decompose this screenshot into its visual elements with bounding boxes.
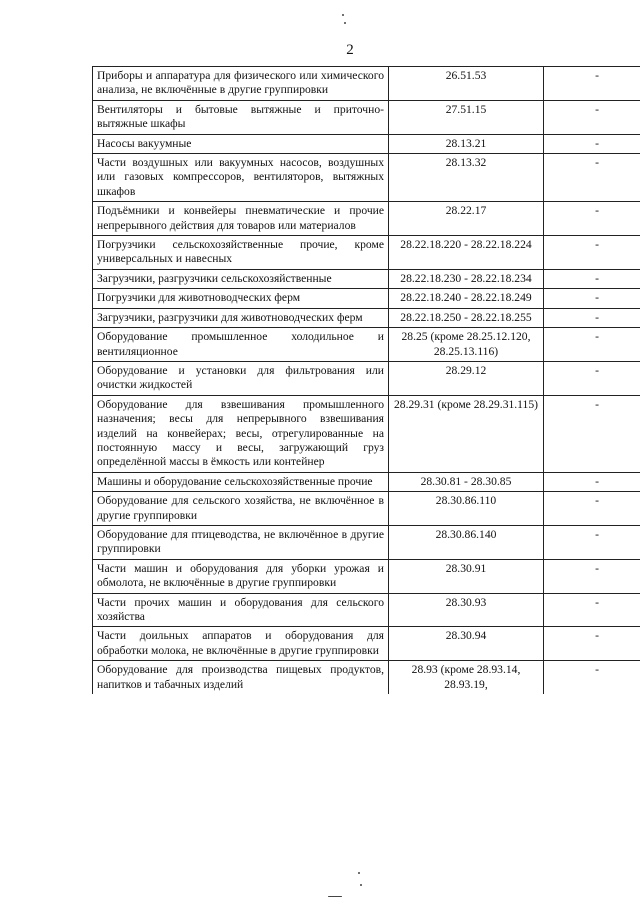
okpd-code-cell: 26.51.53	[389, 67, 544, 101]
okpd-code-cell: 28.30.81 - 28.30.85	[389, 472, 544, 491]
page-number: 2	[346, 42, 354, 58]
product-name-cell: Загрузчики, разгрузчики для животноводческих ферм	[93, 308, 389, 327]
product-name-cell: Части воздушных или вакуумных насосов, воздушных или газовых компрессоров, вентиляторов, вытяжных шкафов	[93, 154, 389, 202]
okpd-code-cell: 28.25 (кроме 28.25.12.120, 28.25.13.116)	[389, 328, 544, 362]
note-cell: -	[544, 627, 640, 661]
product-name-cell: Оборудование для производства пищевых продуктов, напитков и табачных изделий	[93, 661, 389, 694]
okpd-code-cell: 28.22.18.230 - 28.22.18.234	[389, 269, 544, 288]
note-cell: -	[544, 67, 640, 101]
note-cell: -	[544, 593, 640, 627]
table-row	[93, 361, 640, 395]
okpd-code-cell: 28.29.12	[389, 361, 544, 395]
product-name-cell: Оборудование для сельского хозяйства, не включённое в другие группировки	[93, 492, 389, 526]
note-cell: -	[544, 472, 640, 491]
okpd-code-cell: 28.93 (кроме 28.93.14, 28.93.19,	[389, 661, 544, 694]
product-name-cell: Оборудование для птицеводства, не включённое в другие группировки	[93, 525, 389, 559]
okpd-code-cell: 28.22.18.240 - 28.22.18.249	[389, 289, 544, 308]
scan-speck	[328, 896, 342, 897]
product-name-cell: Насосы вакуумные	[93, 134, 389, 153]
table-row	[93, 661, 640, 694]
table-row	[93, 154, 640, 202]
okpd-code-cell: 27.51.15	[389, 100, 544, 134]
okpd-code-cell: 28.29.31 (кроме 28.29.31.115)	[389, 395, 544, 472]
note-cell: -	[544, 134, 640, 153]
okpd-code-cell: 28.22.17	[389, 202, 544, 236]
okpd-code-cell: 28.30.91	[389, 559, 544, 593]
product-name-cell: Приборы и аппаратура для физического или химического анализа, не включённые в другие группировки	[93, 67, 389, 101]
scan-speck	[358, 872, 360, 874]
note-cell: -	[544, 492, 640, 526]
table-row	[93, 525, 640, 559]
product-name-cell: Оборудование для взвешивания промышленного назначения; весы для непрерывного взвешивания изделий на конвейерах; весы, отрегулированные на постоянную массу и весы, загружающий груз определённой массы в ёмкость или контейнер	[93, 395, 389, 472]
note-cell: -	[544, 395, 640, 472]
table-row	[93, 559, 640, 593]
table-row	[93, 100, 640, 134]
product-name-cell: Оборудование и установки для фильтрования или очистки жидкостей	[93, 361, 389, 395]
scan-speck	[360, 884, 362, 886]
classification-table	[92, 66, 640, 694]
table-row	[93, 236, 640, 270]
table-row	[93, 308, 640, 327]
product-name-cell: Машины и оборудование сельскохозяйственные прочие	[93, 472, 389, 491]
table-row	[93, 328, 640, 362]
table-row	[93, 269, 640, 288]
note-cell: -	[544, 236, 640, 270]
note-cell: -	[544, 154, 640, 202]
note-cell: -	[544, 289, 640, 308]
table-row	[93, 492, 640, 526]
okpd-code-cell: 28.30.86.140	[389, 525, 544, 559]
table-row	[93, 627, 640, 661]
scan-speck	[344, 22, 346, 24]
table-row	[93, 289, 640, 308]
note-cell: -	[544, 202, 640, 236]
table-body	[93, 67, 640, 695]
okpd-code-cell: 28.13.21	[389, 134, 544, 153]
product-name-cell: Части доильных аппаратов и оборудования для обработки молока, не включённые в другие группировки	[93, 627, 389, 661]
okpd-code-cell: 28.22.18.220 - 28.22.18.224	[389, 236, 544, 270]
table-row	[93, 472, 640, 491]
note-cell: -	[544, 661, 640, 694]
product-name-cell: Погрузчики для животноводческих ферм	[93, 289, 389, 308]
note-cell: -	[544, 361, 640, 395]
table-row	[93, 202, 640, 236]
table-row	[93, 67, 640, 101]
note-cell: -	[544, 559, 640, 593]
okpd-code-cell: 28.30.94	[389, 627, 544, 661]
note-cell: -	[544, 328, 640, 362]
product-name-cell: Вентиляторы и бытовые вытяжные и приточно-вытяжные шкафы	[93, 100, 389, 134]
okpd-code-cell: 28.30.93	[389, 593, 544, 627]
scan-speck	[342, 14, 344, 16]
product-name-cell: Погрузчики сельскохозяйственные прочие, кроме универсальных и навесных	[93, 236, 389, 270]
product-name-cell: Подъёмники и конвейеры пневматические и прочие непрерывного действия для товаров или материалов	[93, 202, 389, 236]
product-name-cell: Части машин и оборудования для уборки урожая и обмолота, не включённые в другие группировки	[93, 559, 389, 593]
table-row	[93, 395, 640, 472]
okpd-code-cell: 28.22.18.250 - 28.22.18.255	[389, 308, 544, 327]
note-cell: -	[544, 100, 640, 134]
table-row	[93, 134, 640, 153]
table-row	[93, 593, 640, 627]
product-name-cell: Оборудование промышленное холодильное и вентиляционное	[93, 328, 389, 362]
product-name-cell: Загрузчики, разгрузчики сельскохозяйственные	[93, 269, 389, 288]
okpd-code-cell: 28.13.32	[389, 154, 544, 202]
note-cell: -	[544, 308, 640, 327]
note-cell: -	[544, 269, 640, 288]
okpd-code-cell: 28.30.86.110	[389, 492, 544, 526]
product-name-cell: Части прочих машин и оборудования для сельского хозяйства	[93, 593, 389, 627]
note-cell: -	[544, 525, 640, 559]
